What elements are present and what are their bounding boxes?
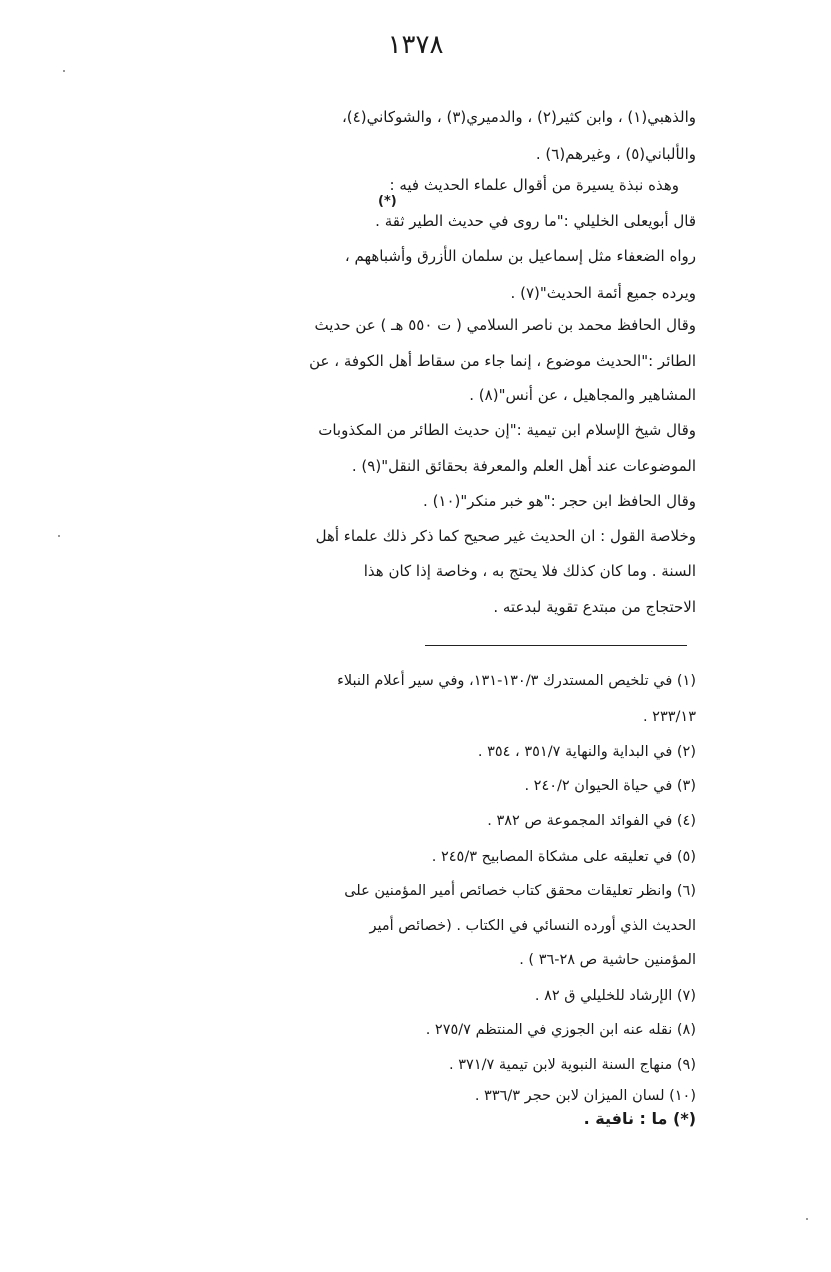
- scan-speck: [58, 535, 60, 537]
- body-line: قال أبويعلى الخليلي :"ما روى في حديث الطير ثقة .: [375, 212, 696, 230]
- footnote: (٧) الإرشاد للخليلي ق ٨٢ .: [534, 988, 696, 1004]
- footnote: المؤمنين حاشية ص ٢٨-٣٦ ) .: [519, 952, 696, 968]
- body-line: ويرده جميع أئمة الحديث"(٧) .: [510, 284, 696, 302]
- body-line: وهذه نبذة يسيرة من أقوال علماء الحديث فيه :: [389, 176, 679, 194]
- footnote: (٣) في حياة الحيوان ٢٤٠/٢ .: [524, 778, 696, 794]
- body-line: وقال شيخ الإسلام ابن تيمية :"إن حديث الطائر من المكذوبات: [318, 421, 696, 439]
- footnote: (٦) وانظر تعليقات محقق كتاب خصائص أمير المؤمنين على: [344, 883, 696, 899]
- body-line: المشاهير والمجاهيل ، عن أنس"(٨) .: [469, 386, 696, 404]
- asterisk-marker: (*): [378, 194, 397, 209]
- body-line: الموضوعات عند أهل العلم والمعرفة بحقائق النقل"(٩) .: [351, 457, 696, 475]
- footnote: الحديث الذي أورده النسائي في الكتاب . (خصائص أمير: [369, 918, 696, 934]
- body-line: وقال الحافظ ابن حجر :"هو خبر منكر"(١٠) .: [423, 492, 696, 510]
- body-line: رواه الضعفاء مثل إسماعيل بن سلمان الأزرق وأشباههم ،: [344, 247, 696, 265]
- footnote: ٢٣٣/١٣ .: [642, 709, 696, 725]
- footnote: (٥) في تعليقه على مشكاة المصابيح ٢٤٥/٣ .: [431, 849, 696, 865]
- page-number: ١٣٧٨: [387, 30, 444, 60]
- footnote: (٩) منهاج السنة النبوية لابن تيمية ٣٧١/٧ .: [449, 1057, 696, 1073]
- body-line: والألباني(٥) ، وغيرهم(٦) .: [535, 145, 696, 163]
- footnote: (١٠) لسان الميزان لابن حجر ٣٣٦/٣ .: [474, 1088, 696, 1104]
- body-line: وخلاصة القول : ان الحديث غير صحيح كما ذكر ذلك علماء أهل: [315, 527, 696, 545]
- scan-speck: [63, 70, 65, 72]
- body-line: والذهبي(١) ، وابن كثير(٢) ، والدميري(٣) ، والشوكاني(٤)،: [341, 108, 696, 126]
- footnote: (٨) نقله عنه ابن الجوزي في المنتظم ٢٧٥/٧ .: [425, 1022, 696, 1038]
- footnote: (١) في تلخيص المستدرك ١٣٠/٣-١٣١، وفي سير أعلام النبلاء: [337, 673, 696, 689]
- footnote-separator: [425, 645, 687, 646]
- scan-speck: [806, 1218, 808, 1220]
- footnote: (٤) في الفوائد المجموعة ص ٣٨٢ .: [487, 813, 696, 829]
- body-line: الاحتجاج من مبتدع تقوية لبدعته .: [493, 598, 696, 616]
- body-line: الطائر :"الحديث موضوع ، إنما جاء من سقاط أهل الكوفة ، عن: [309, 352, 696, 370]
- body-line: السنة . وما كان كذلك فلا يحتج به ، وخاصة إذا كان هذا: [363, 562, 696, 580]
- handwritten-note: (*) ما : نافية .: [583, 1109, 696, 1128]
- body-line: وقال الحافظ محمد بن ناصر السلامي ( ت ٥٥٠ هـ ) عن حديث: [314, 316, 696, 334]
- footnote: (٢) في البداية والنهاية ٣٥١/٧ ، ٣٥٤ .: [477, 744, 696, 760]
